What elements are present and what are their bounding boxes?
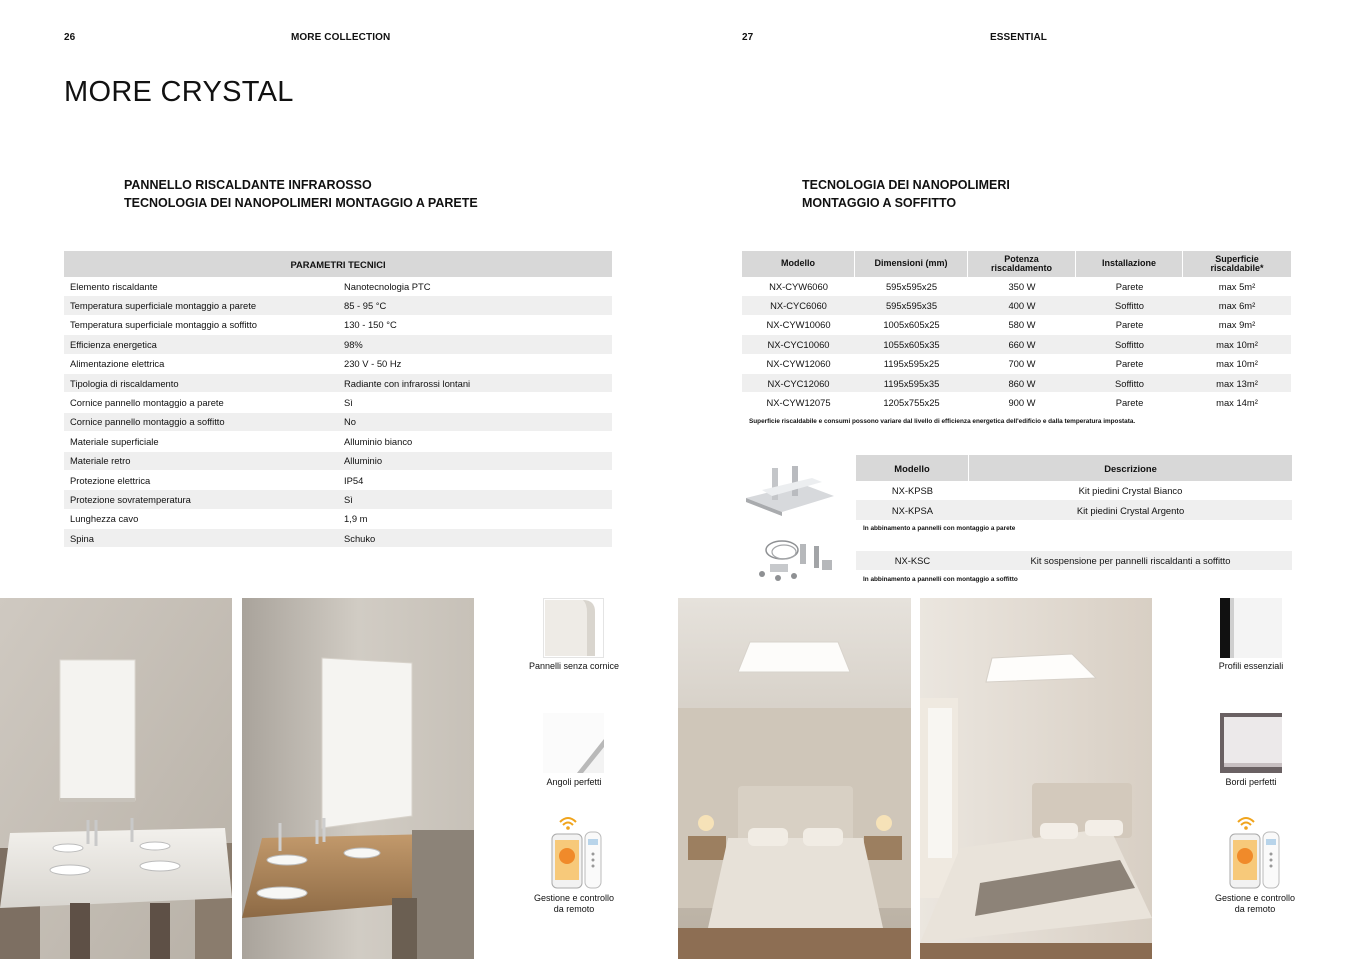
table-row bbox=[742, 335, 1291, 354]
page-title: MORE CRYSTAL bbox=[64, 76, 294, 108]
left-page-number: 26 bbox=[64, 32, 76, 43]
spec-value: 130 - 150 °C bbox=[338, 316, 612, 335]
caption-remote-control bbox=[524, 893, 624, 914]
perfect-corners-image bbox=[543, 713, 604, 773]
suspension-descrizione: Kit sospensione per pannelli riscaldanti a soffitto bbox=[969, 551, 1292, 570]
suspension-modello: NX-KSC bbox=[856, 551, 969, 570]
table-row bbox=[856, 481, 1292, 500]
essential-profiles-image bbox=[1220, 598, 1282, 658]
table-row bbox=[64, 393, 612, 412]
table-row bbox=[64, 355, 612, 374]
acc-col-descrizione: Descrizione bbox=[969, 455, 1292, 481]
table-row bbox=[742, 296, 1291, 315]
right-subtitle bbox=[802, 176, 1010, 212]
spec-value: Schuko bbox=[338, 529, 612, 548]
acc-descrizione: Kit piedini Crystal Bianco bbox=[1078, 485, 1183, 497]
right-subtitle-line2: MONTAGGIO A SOFFITTO bbox=[802, 196, 957, 210]
caption-remote-control-2-line1: Gestione e controllo bbox=[1214, 893, 1296, 903]
table-row bbox=[64, 335, 612, 354]
spec-label: Temperatura superficiale montaggio a soffitto bbox=[64, 316, 338, 335]
suspension-table bbox=[856, 551, 1292, 570]
col-modello: Modello bbox=[742, 251, 855, 277]
caption-remote-control-line1: Gestione e controllo bbox=[533, 893, 615, 903]
col-superficie-line2: riscaldabile* bbox=[1210, 263, 1264, 273]
spec-label: Lunghezza cavo bbox=[64, 510, 338, 529]
spec-label: Cornice pannello montaggio a parete bbox=[64, 393, 338, 412]
left-subtitle bbox=[124, 176, 478, 212]
bedroom-photo-2 bbox=[920, 598, 1152, 959]
spec-label: Materiale retro bbox=[64, 452, 338, 471]
model-dim: 1205x755x25 bbox=[855, 393, 968, 412]
models-footnote: Superficie riscaldabile e consumi possono variare dal livello di efficienza energetica dell'edificio e dalla temperatura impostata. bbox=[749, 418, 1136, 425]
acc-modello: NX-KPSB bbox=[891, 485, 934, 497]
spec-value: Sì bbox=[338, 393, 612, 412]
spec-label: Temperatura superficiale montaggio a parete bbox=[64, 296, 338, 315]
model-potenza: 660 W bbox=[968, 335, 1076, 354]
table-row bbox=[64, 277, 612, 296]
model-superficie: max 9m² bbox=[1183, 316, 1291, 335]
dining-room-photo-1 bbox=[0, 598, 232, 959]
model-dim: 1055x605x35 bbox=[855, 335, 968, 354]
spec-value: 85 - 95 °C bbox=[338, 296, 612, 315]
table-row bbox=[742, 316, 1291, 335]
remote-control-app-image bbox=[548, 814, 604, 890]
model-modello: NX-CYW12060 bbox=[742, 355, 855, 374]
left-subtitle-line1: PANNELLO RISCALDANTE INFRAROSSO bbox=[124, 178, 372, 192]
model-dim: 595x595x35 bbox=[855, 296, 968, 315]
frameless-panel-image bbox=[543, 598, 604, 658]
model-install: Soffitto bbox=[1076, 374, 1183, 393]
spec-label: Protezione elettrica bbox=[64, 471, 338, 490]
model-potenza: 900 W bbox=[968, 393, 1076, 412]
table-row bbox=[742, 277, 1291, 296]
model-potenza: 860 W bbox=[968, 374, 1076, 393]
model-potenza: 350 W bbox=[968, 277, 1076, 296]
specs-table-body bbox=[64, 277, 612, 548]
caption-remote-control-2-line2: da remoto bbox=[1234, 903, 1276, 914]
model-install: Soffitto bbox=[1076, 335, 1183, 354]
spec-value: Nanotecnologia PTC bbox=[338, 277, 612, 296]
crystal-feet-kit-image bbox=[742, 460, 838, 518]
model-install: Parete bbox=[1076, 316, 1183, 335]
accessories-table bbox=[856, 455, 1292, 520]
model-superficie: max 10m² bbox=[1183, 335, 1291, 354]
caption-perfect-corners: Angoli perfetti bbox=[546, 777, 602, 787]
col-dimensioni: Dimensioni (mm) bbox=[855, 251, 968, 277]
right-page-number: 27 bbox=[742, 32, 754, 43]
caption-frameless-panels: Pannelli senza cornice bbox=[528, 661, 620, 671]
models-table-body bbox=[742, 277, 1291, 413]
spec-value: Sì bbox=[338, 490, 612, 509]
left-running-header: MORE COLLECTION bbox=[291, 32, 391, 43]
table-row bbox=[64, 374, 612, 393]
model-modello: NX-CYC6060 bbox=[742, 296, 855, 315]
table-row bbox=[64, 296, 612, 315]
table-row bbox=[64, 529, 612, 548]
model-superficie: max 5m² bbox=[1183, 277, 1291, 296]
spec-label: Materiale superficiale bbox=[64, 432, 338, 451]
table-row bbox=[856, 551, 1292, 570]
bedroom-photo-1 bbox=[678, 598, 911, 959]
caption-perfect-edges: Bordi perfetti bbox=[1225, 777, 1277, 787]
model-superficie: max 6m² bbox=[1183, 296, 1291, 315]
table-row bbox=[64, 413, 612, 432]
spec-value: 1,9 m bbox=[338, 510, 612, 529]
model-install: Soffitto bbox=[1076, 296, 1183, 315]
spec-label: Tipologia di riscaldamento bbox=[64, 374, 338, 393]
spec-value: Radiante con infrarossi lontani bbox=[338, 374, 612, 393]
col-superficie bbox=[1183, 251, 1291, 277]
spec-label: Efficienza energetica bbox=[64, 335, 338, 354]
model-superficie: max 13m² bbox=[1183, 374, 1291, 393]
table-row bbox=[742, 374, 1291, 393]
acc-modello: NX-KPSA bbox=[856, 500, 969, 519]
technical-specs-table bbox=[64, 251, 612, 548]
model-potenza: 700 W bbox=[968, 355, 1076, 374]
spec-value: No bbox=[338, 413, 612, 432]
spec-label: Elemento riscaldante bbox=[64, 277, 338, 296]
left-subtitle-line2: TECNOLOGIA DEI NANOPOLIMERI MONTAGGIO A PARETE bbox=[124, 196, 478, 210]
model-install: Parete bbox=[1076, 355, 1183, 374]
model-superficie: max 10m² bbox=[1183, 355, 1291, 374]
spec-value: 98% bbox=[338, 335, 612, 354]
model-potenza: 580 W bbox=[968, 316, 1076, 335]
suspension-kit-image bbox=[734, 530, 842, 586]
model-install: Parete bbox=[1076, 277, 1183, 296]
model-modello: NX-CYC12060 bbox=[742, 374, 855, 393]
model-install: Parete bbox=[1076, 393, 1183, 412]
spec-label: Spina bbox=[64, 529, 338, 548]
table-row bbox=[742, 355, 1291, 374]
col-potenza-line1: Potenza bbox=[1004, 253, 1039, 264]
accessories-note-wall: In abbinamento a pannelli con montaggio a parete bbox=[863, 525, 1016, 532]
perfect-edges-image bbox=[1220, 713, 1282, 773]
spec-value: IP54 bbox=[338, 471, 612, 490]
table-row bbox=[64, 452, 612, 471]
right-running-header: ESSENTIAL bbox=[990, 32, 1048, 43]
table-row bbox=[742, 393, 1291, 412]
col-installazione: Installazione bbox=[1076, 251, 1183, 277]
model-dim: 1195x595x35 bbox=[855, 374, 968, 393]
model-potenza: 400 W bbox=[968, 296, 1076, 315]
col-potenza-line2: riscaldamento bbox=[990, 263, 1053, 273]
spec-value: Alluminio bbox=[338, 452, 612, 471]
spec-label: Cornice pannello montaggio a soffitto bbox=[64, 413, 338, 432]
spec-value: Alluminio bianco bbox=[338, 432, 612, 451]
accessories-note-ceiling: In abbinamento a pannelli con montaggio a soffitto bbox=[863, 576, 1018, 583]
caption-remote-control-line2: da remoto bbox=[553, 903, 595, 914]
dining-room-photo-2 bbox=[242, 598, 474, 959]
model-superficie: max 14m² bbox=[1183, 393, 1291, 412]
model-dim: 1005x605x25 bbox=[855, 316, 968, 335]
spec-value: 230 V - 50 Hz bbox=[338, 355, 612, 374]
specs-table-header: PARAMETRI TECNICI bbox=[64, 251, 612, 277]
spec-label: Alimentazione elettrica bbox=[64, 355, 338, 374]
table-row bbox=[856, 500, 1292, 519]
remote-control-app-image-2 bbox=[1226, 814, 1282, 890]
caption-essential-profiles: Profili essenziali bbox=[1218, 661, 1284, 671]
model-dim: 595x595x25 bbox=[855, 277, 968, 296]
table-row bbox=[64, 432, 612, 451]
spec-label: Protezione sovratemperatura bbox=[64, 490, 338, 509]
acc-descrizione: Kit piedini Crystal Argento bbox=[969, 500, 1292, 519]
model-modello: NX-CYW12075 bbox=[742, 393, 855, 412]
model-modello: NX-CYW6060 bbox=[742, 277, 855, 296]
caption-remote-control-2 bbox=[1205, 893, 1305, 914]
models-table bbox=[742, 251, 1291, 413]
acc-col-modello: Modello bbox=[856, 455, 969, 481]
col-potenza bbox=[968, 251, 1076, 277]
table-row bbox=[64, 510, 612, 529]
model-modello: NX-CYW10060 bbox=[742, 316, 855, 335]
model-modello: NX-CYC10060 bbox=[742, 335, 855, 354]
table-row bbox=[64, 490, 612, 509]
table-row bbox=[64, 316, 612, 335]
model-dim: 1195x595x25 bbox=[855, 355, 968, 374]
right-subtitle-line1: TECNOLOGIA DEI NANOPOLIMERI bbox=[802, 178, 1010, 192]
col-superficie-line1: Superficie bbox=[1215, 253, 1259, 264]
table-row bbox=[64, 471, 612, 490]
